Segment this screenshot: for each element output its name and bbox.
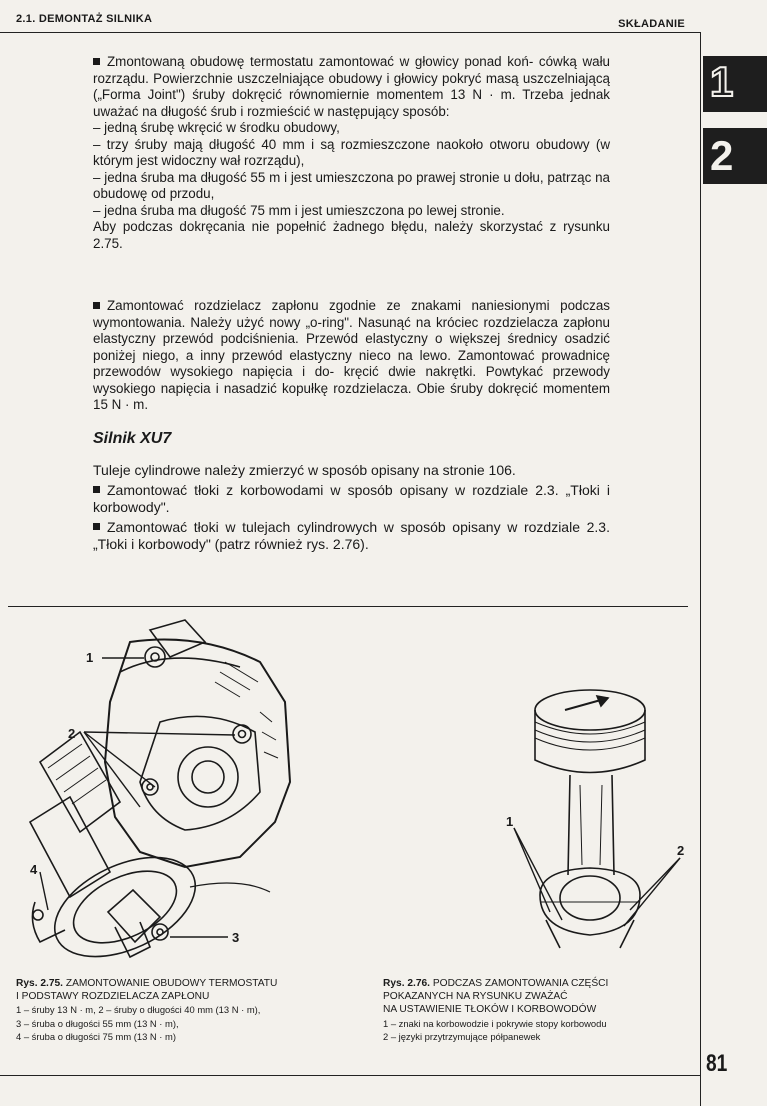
chapter-tab-2-number: 2: [710, 132, 734, 179]
running-header-section: 2.1. DEMONTAŻ SILNIKA: [16, 13, 153, 25]
figure-caption-2-76: [383, 977, 698, 1043]
caption-title: I PODSTAWY ROZDZIELACZA ZAPŁONU: [16, 991, 210, 1003]
caption-title: NA USTAWIENIE TŁOKÓW I KORBOWODÓW: [383, 1004, 597, 1016]
caption-item: 1 – znaki na korbowodzie i pokrywie stopy korbowodu: [383, 1017, 607, 1029]
body-text-xu7: [93, 462, 610, 556]
list-item: – trzy śruby mają długość 40 mm i są rozmieszczone naokoło otworu obudowy (w którym jest widoczny wał rozrządu),: [93, 136, 610, 168]
list-item: – jedna śruba ma długość 55 m i jest umieszczona po prawej stronie u dołu, patrząc na obudowę od przodu,: [93, 169, 610, 201]
section-title: Silnik XU7: [93, 430, 172, 447]
caption-item: 3 – śruba o długości 55 mm (13 N · m),: [16, 1017, 179, 1029]
footer-rule: [0, 1075, 700, 1076]
paragraph: Zamontować rozdzielacz zapłonu zgodnie ze znakami naniesionymi podczas wymontowania. Należy użyć nowy „o-ring". Nasunąć na króciec rozdzielacza zapłonu elastyczny przewód podciśnienia. Przewód elastyczny o większej średnicy osadzić poniżej niego, a inny przewód elastyczny nieco na lewo. Zamontować prowadnicę przewodów wysokiego napięcia i do- kręcić dwie nakrętki. Powtykać przewody wysokiego napięcia i nasadzić kopułkę rozdzielacza. Obie śruby dokręcić momentem 15 N · m.: [93, 298, 610, 412]
callout-label: 4: [30, 862, 38, 877]
caption-item: 4 – śruba o długości 75 mm (13 N · m): [16, 1030, 176, 1042]
bullet-square-icon: [93, 58, 100, 65]
figure-caption-2-75: [16, 977, 366, 1043]
page-number: 81: [706, 1050, 728, 1077]
caption-title: Rys. 2.76. PODCZAS ZAMONTOWANIA CZĘŚCI: [383, 978, 609, 989]
caption-title: POKAZANYCH NA RYSUNKU ZWAŻAĆ: [383, 991, 568, 1003]
callout-label: 2: [68, 726, 76, 741]
callout-label: 3: [232, 930, 240, 945]
figure-separator-rule: [8, 606, 688, 607]
paragraph: Zamontować tłoki w tulejach cylindrowych w sposób opisany w rozdziale 2.3. „Tłoki i korbowody" (patrz również rys. 2.76).: [93, 518, 610, 552]
list-item: – jedną śrubę wkręcić w środku obudowy,: [93, 120, 340, 135]
caption-item: 2 – języki przytrzymujące półpanewek: [383, 1030, 541, 1042]
bullet-square-icon: [93, 302, 100, 309]
figure-piston-connecting-rod: [500, 680, 695, 965]
callout-label: 1: [86, 650, 94, 665]
body-text-thermostat: [93, 54, 610, 252]
chapter-tab-1-number: 1: [710, 58, 734, 105]
bullet-square-icon: [93, 523, 100, 530]
caption-title: Rys. 2.75. ZAMONTOWANIE OBUDOWY TERMOSTATU: [16, 978, 278, 989]
paragraph: Zmontowaną obudowę termostatu zamontować w głowicy ponad koń- cówką wału rozrządu. Powierzchnie uszczelniające obudowy i głowicy pokryć masą uszczelniającą („Forma Joint") śruby dokręcić równomiernie momentem 13 N · m. Trzeba jednak uważać na długość śrub i rozmieścić w następujący sposób:: [93, 54, 610, 119]
figure-thermostat-housing: [10, 612, 340, 967]
caption-item: 1 – śruby 13 N · m, 2 – śruby o długości 40 mm (13 N · m),: [16, 1004, 261, 1016]
margin-rule: [700, 32, 701, 1106]
header-rule: [0, 32, 700, 33]
paragraph: Aby podczas dokręcania nie popełnić żadnego błędu, należy skorzystać z rysunku 2.75.: [93, 219, 610, 251]
paragraph: Tuleje cylindrowe należy zmierzyć w sposób opisany na stronie 106.: [93, 462, 516, 478]
callout-label: 2: [677, 843, 685, 858]
body-text-distributor: [93, 298, 610, 414]
list-item: – jedna śruba ma długość 75 mm i jest umieszczona po lewej stronie.: [93, 202, 505, 218]
running-header-chapter: SKŁADANIE: [618, 18, 685, 30]
paragraph: Zamontować tłoki z korbowodami w sposób opisany w rozdziale 2.3. „Tłoki i korbowody".: [93, 481, 610, 515]
callout-label: 1: [506, 814, 514, 829]
bullet-square-icon: [93, 486, 100, 493]
